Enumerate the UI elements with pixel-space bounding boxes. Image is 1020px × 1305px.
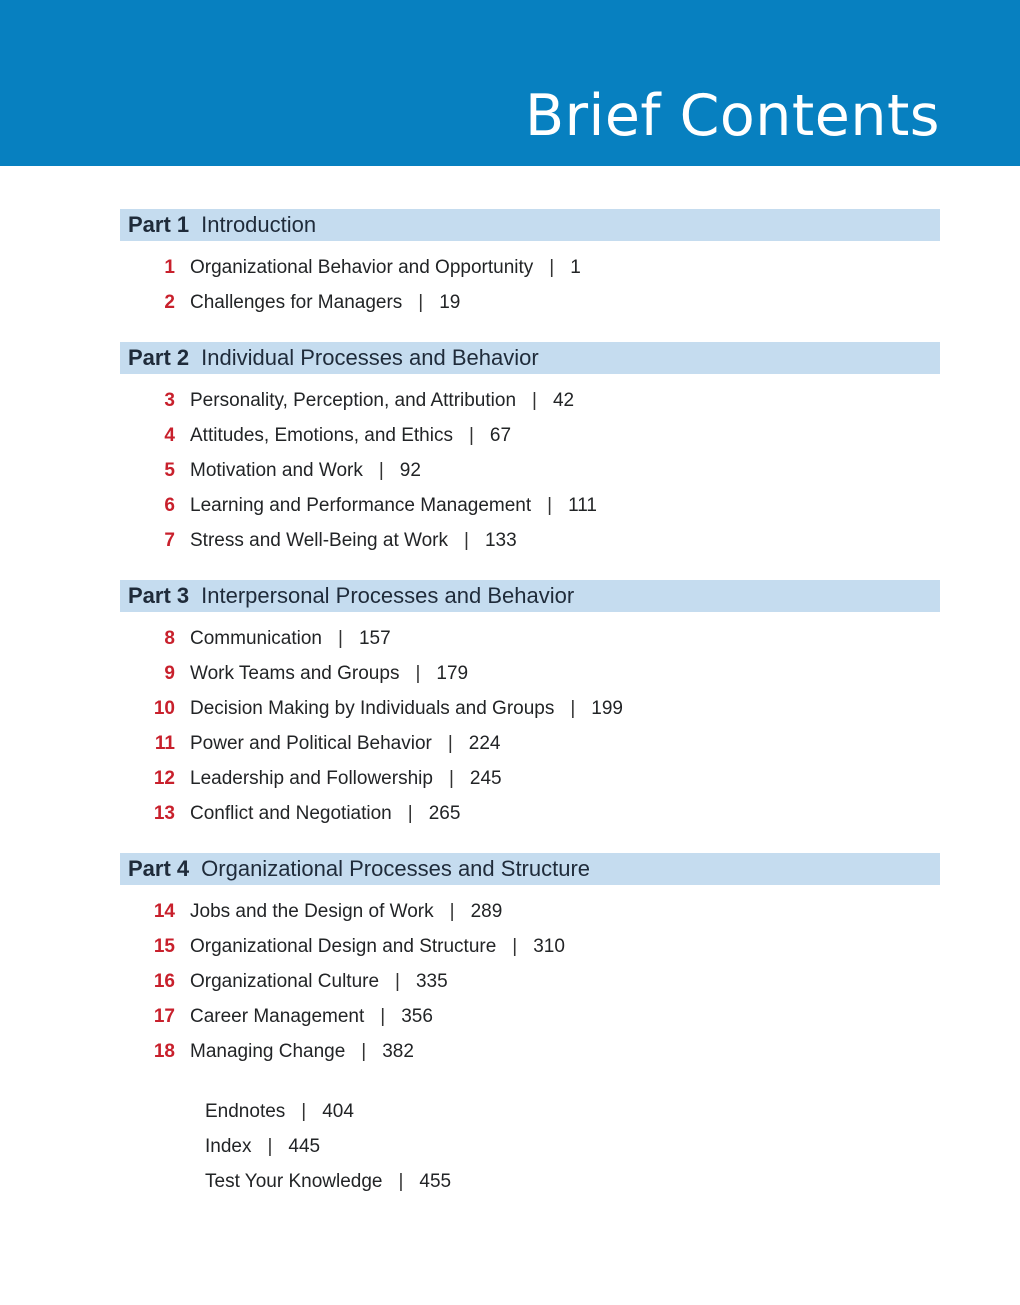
chapter-title: Organizational Culture xyxy=(190,970,380,992)
page-number: 111 xyxy=(568,494,597,516)
page-number: 289 xyxy=(470,900,503,922)
chapter-entry[interactable] xyxy=(120,964,940,999)
back-matter-title: Test Your Knowledge xyxy=(205,1170,383,1192)
separator: | xyxy=(407,802,413,824)
separator: | xyxy=(468,424,474,446)
chapter-entry[interactable] xyxy=(120,383,940,418)
chapter-number: 3 xyxy=(164,389,175,411)
chapter-entry[interactable] xyxy=(120,656,940,691)
chapter-entry[interactable] xyxy=(120,453,940,488)
page-number: 382 xyxy=(382,1040,414,1062)
back-matter-entry[interactable] xyxy=(120,1129,451,1164)
chapter-entry[interactable] xyxy=(120,523,940,558)
separator: | xyxy=(547,494,553,516)
chapter-number: 10 xyxy=(153,697,175,719)
chapter-number: 15 xyxy=(153,935,175,957)
separator: | xyxy=(398,1170,404,1192)
chapter-entry[interactable] xyxy=(120,691,940,726)
chapter-title: Attitudes, Emotions, and Ethics xyxy=(190,424,453,446)
separator: | xyxy=(338,627,343,649)
chapter-list xyxy=(120,383,940,558)
part-heading xyxy=(120,342,940,374)
chapter-entry[interactable] xyxy=(120,761,940,796)
chapter-number: 5 xyxy=(164,459,175,481)
back-matter-entry[interactable] xyxy=(120,1164,451,1199)
chapter-list xyxy=(120,621,940,831)
chapter-entry[interactable] xyxy=(120,621,940,656)
page-number: 67 xyxy=(489,424,512,446)
chapter-number: 14 xyxy=(153,900,175,922)
separator: | xyxy=(549,256,555,278)
header-banner xyxy=(0,0,1020,166)
page-number: 19 xyxy=(439,291,461,313)
chapter-title: Leadership and Followership xyxy=(190,767,433,789)
part-title: Interpersonal Processes and Behavior xyxy=(201,583,575,608)
chapter-title: Decision Making by Individuals and Groups xyxy=(190,697,555,719)
separator: | xyxy=(512,935,518,957)
page-number: 199 xyxy=(591,697,623,719)
chapter-number: 11 xyxy=(154,732,175,754)
part-3 xyxy=(120,580,940,831)
page-number: 356 xyxy=(401,1005,433,1027)
back-matter-title: Endnotes xyxy=(205,1100,286,1122)
separator: | xyxy=(415,662,421,684)
separator: | xyxy=(447,732,453,754)
page-number: 265 xyxy=(428,802,461,824)
page-number: 224 xyxy=(468,732,501,754)
chapter-title: Organizational Design and Structure xyxy=(190,935,497,957)
separator: | xyxy=(361,1040,367,1062)
part-heading xyxy=(120,853,940,885)
separator: | xyxy=(570,697,576,719)
separator: | xyxy=(378,459,384,481)
back-matter-list xyxy=(120,1094,451,1199)
chapter-number: 17 xyxy=(153,1005,175,1027)
part-title: Introduction xyxy=(201,212,317,237)
chapter-entry[interactable] xyxy=(120,929,940,964)
chapter-number: 8 xyxy=(164,627,175,649)
part-title: Organizational Processes and Structure xyxy=(201,856,591,881)
part-4 xyxy=(120,853,940,1069)
chapter-entry[interactable] xyxy=(120,894,940,929)
part-1 xyxy=(120,209,940,320)
separator: | xyxy=(301,1100,307,1122)
page-number: 1 xyxy=(570,256,581,278)
chapter-entry[interactable] xyxy=(120,796,940,831)
page-number: 92 xyxy=(399,459,421,481)
part-heading xyxy=(120,580,940,612)
page-number: 42 xyxy=(552,389,575,411)
chapter-title: Organizational Behavior and Opportunity xyxy=(190,256,534,278)
separator: | xyxy=(449,900,455,922)
separator: | xyxy=(448,767,454,789)
chapter-number: 16 xyxy=(153,970,175,992)
chapter-title: Communication xyxy=(190,627,322,649)
chapter-title: Work Teams and Groups xyxy=(190,662,400,684)
chapter-entry[interactable] xyxy=(120,285,940,320)
page-number: 245 xyxy=(469,767,502,789)
back-matter-entry[interactable] xyxy=(120,1094,451,1129)
separator: | xyxy=(395,970,400,992)
chapter-entry[interactable] xyxy=(120,726,940,761)
page-number: 157 xyxy=(358,627,391,649)
part-label: Part 1 xyxy=(128,212,190,237)
chapter-entry[interactable] xyxy=(120,999,940,1034)
separator: | xyxy=(532,389,537,411)
back-matter-title: Index xyxy=(205,1135,252,1157)
page-number: 335 xyxy=(415,970,448,992)
chapter-number: 7 xyxy=(164,529,175,551)
part-label: Part 3 xyxy=(128,583,190,608)
chapter-entry[interactable] xyxy=(120,250,940,285)
part-label: Part 2 xyxy=(128,345,190,370)
separator: | xyxy=(418,291,424,313)
chapter-entry[interactable] xyxy=(120,418,940,453)
chapter-number: 2 xyxy=(164,291,175,313)
separator: | xyxy=(267,1135,273,1157)
chapter-list xyxy=(120,894,940,1069)
chapter-number: 18 xyxy=(153,1040,175,1062)
chapter-title: Learning and Performance Management xyxy=(190,494,532,516)
part-label: Part 4 xyxy=(128,856,190,881)
chapter-number: 4 xyxy=(164,424,175,446)
part-heading xyxy=(120,209,940,241)
page-title: Brief Contents xyxy=(524,83,940,149)
chapter-title: Personality, Perception, and Attribution xyxy=(190,389,517,411)
page-number: 445 xyxy=(288,1135,321,1157)
chapter-number: 12 xyxy=(153,767,175,789)
page-number: 179 xyxy=(436,662,469,684)
page-number: 455 xyxy=(419,1170,452,1192)
chapter-number: 9 xyxy=(164,662,175,684)
page-number: 310 xyxy=(533,935,565,957)
chapter-title: Conflict and Negotiation xyxy=(190,802,392,824)
chapter-title: Stress and Well-Being at Work xyxy=(190,529,449,551)
chapter-entry[interactable] xyxy=(120,488,940,523)
chapter-title: Power and Political Behavior xyxy=(190,732,432,754)
page-number: 404 xyxy=(322,1100,354,1122)
separator: | xyxy=(464,529,469,551)
chapter-number: 1 xyxy=(164,256,175,278)
chapter-number: 13 xyxy=(153,802,175,824)
chapter-title: Career Management xyxy=(190,1005,365,1027)
chapter-title: Jobs and the Design of Work xyxy=(190,900,434,922)
chapter-entry[interactable] xyxy=(120,1034,940,1069)
table-of-contents xyxy=(120,209,940,1091)
chapter-list xyxy=(120,250,940,320)
chapter-title: Motivation and Work xyxy=(190,459,363,481)
chapter-number: 6 xyxy=(164,494,175,516)
part-2 xyxy=(120,342,940,558)
chapter-title: Challenges for Managers xyxy=(190,291,403,313)
chapter-title: Managing Change xyxy=(190,1040,346,1062)
separator: | xyxy=(380,1005,386,1027)
page-number: 133 xyxy=(484,529,517,551)
part-title: Individual Processes and Behavior xyxy=(201,345,539,370)
